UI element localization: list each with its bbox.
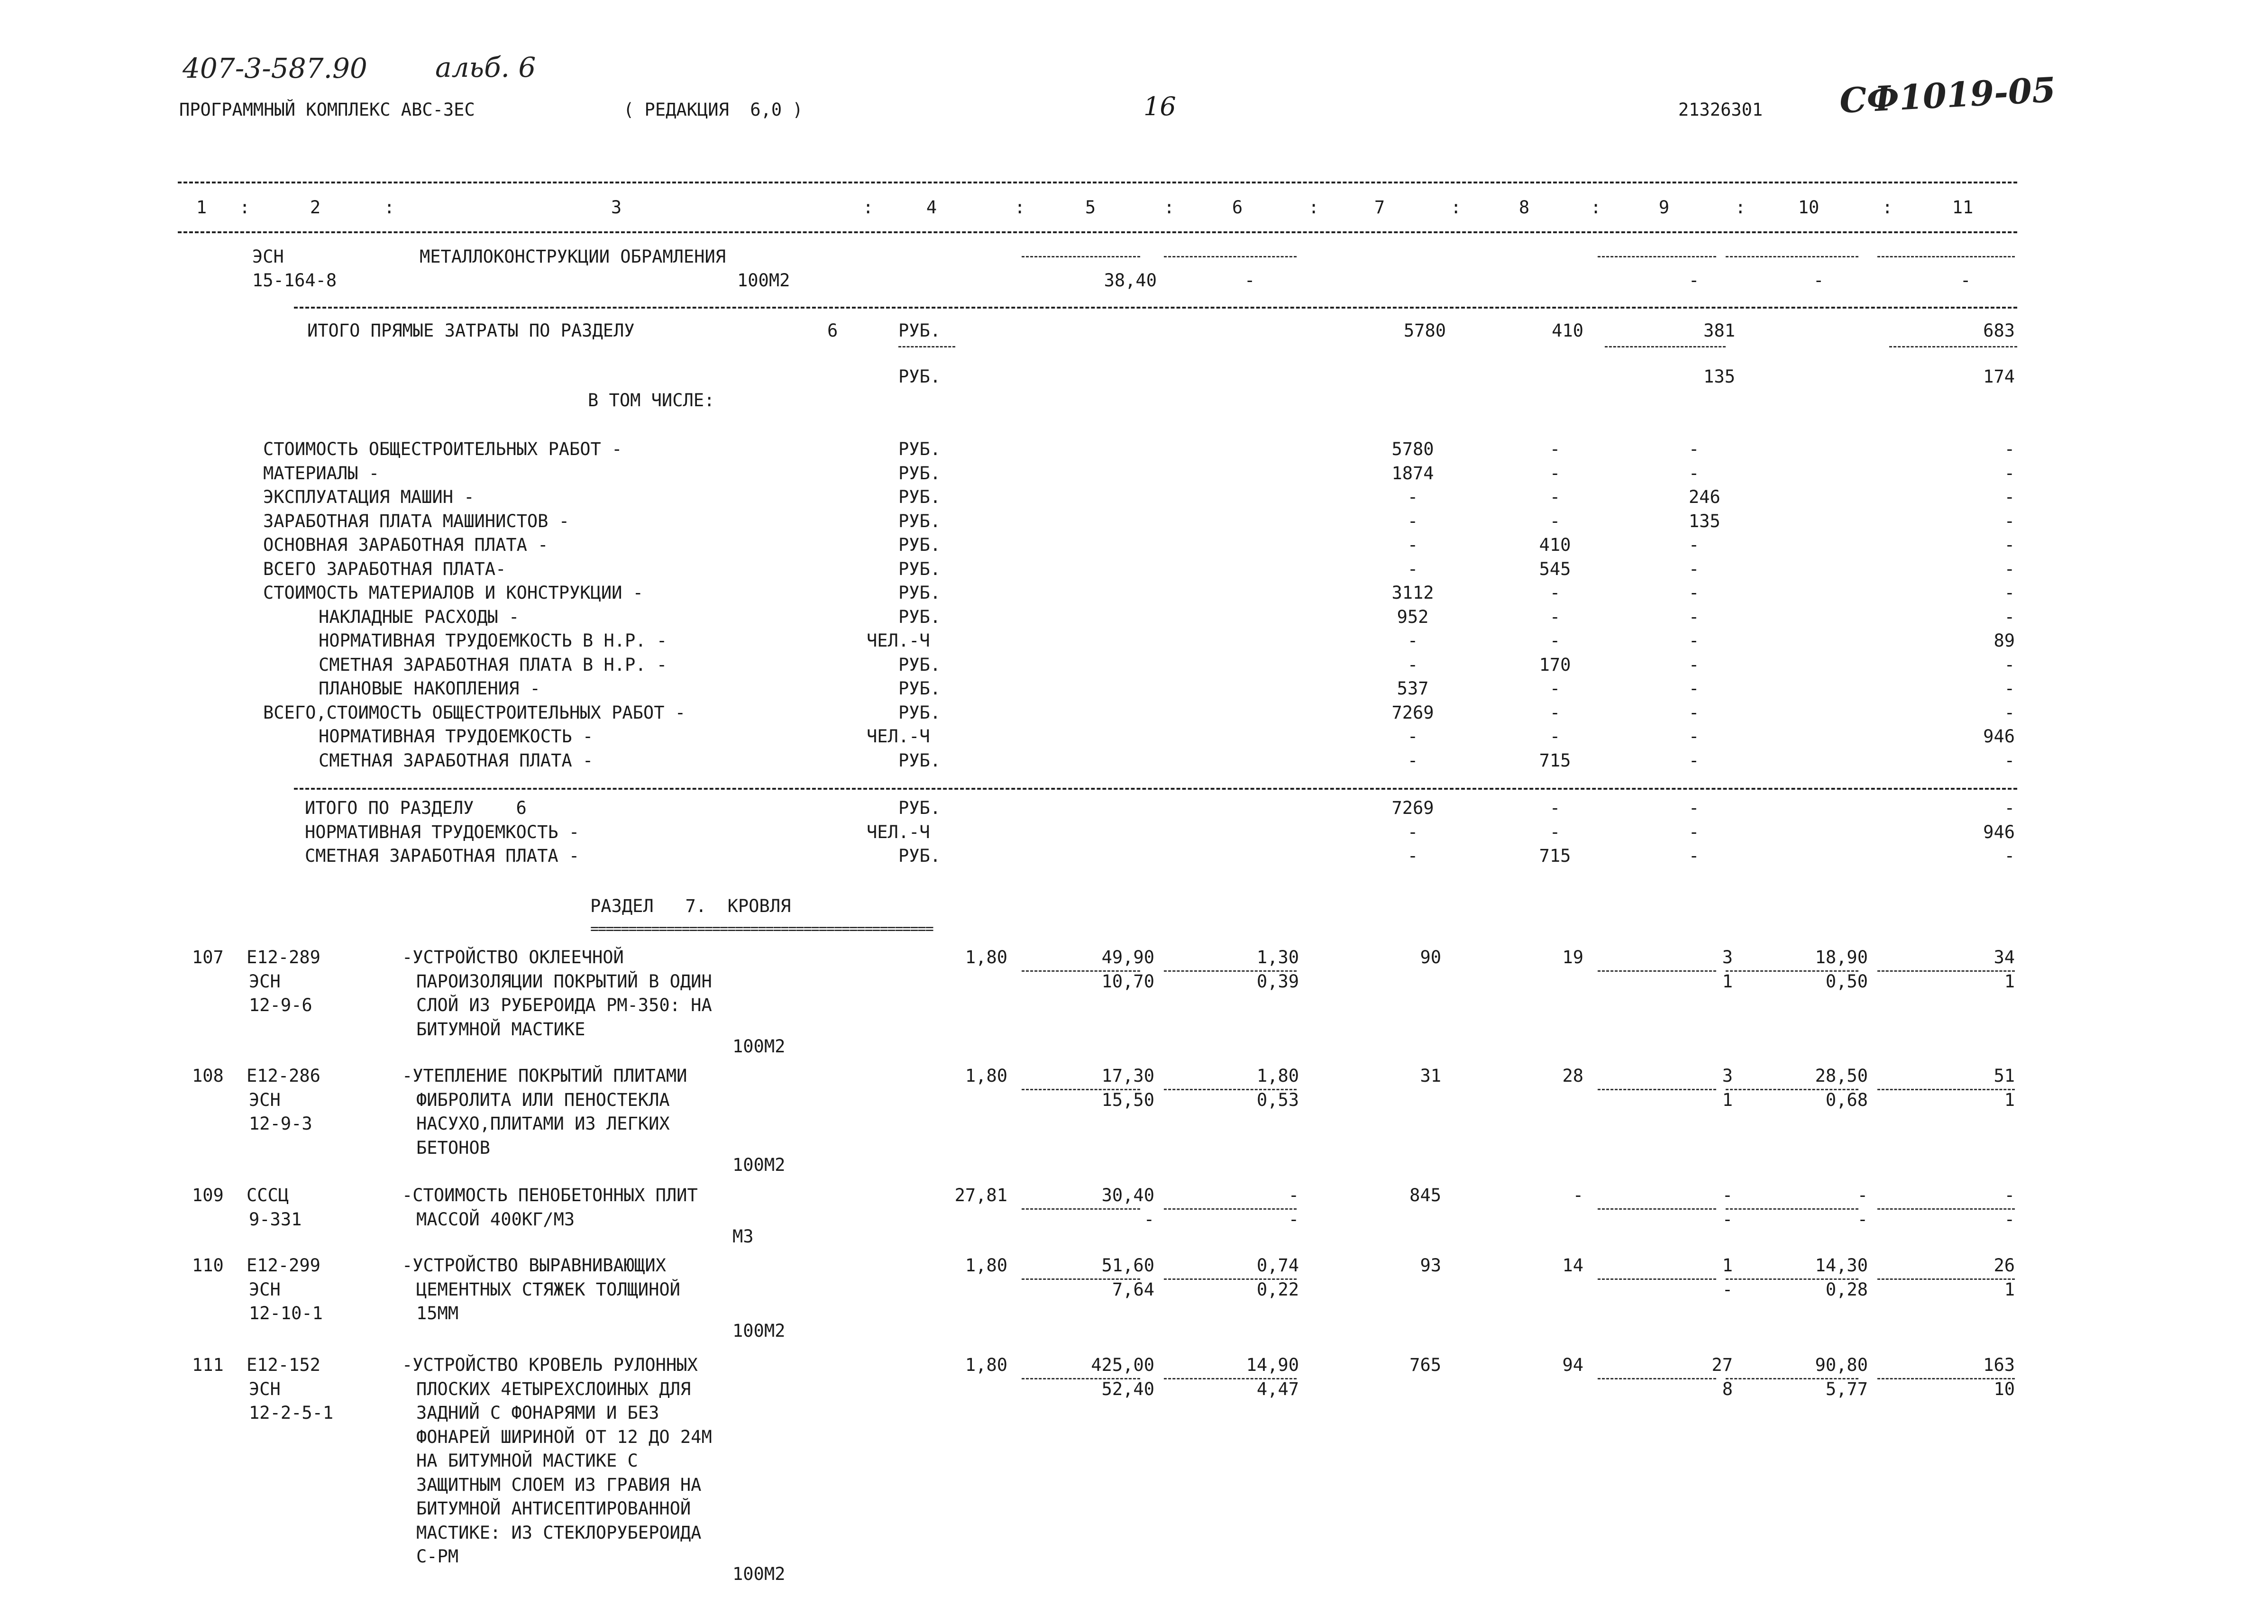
column-separator: : (1735, 197, 1746, 218)
breakdown-c8: - (1549, 678, 1561, 699)
item-c6: 1,30 (1256, 947, 1299, 967)
item-c11: 34 (1994, 947, 2015, 967)
breakdown-unit: РУБ. (898, 750, 941, 771)
summary-c7: 7269 (1391, 798, 1434, 818)
summary-c7: - (1407, 821, 1418, 842)
item-unit: 100М2 (732, 1155, 786, 1175)
item-c9: 27 (1711, 1355, 1733, 1375)
rule-header-bottom (178, 231, 2017, 233)
column-header-cell: 11 (1952, 197, 1974, 218)
breakdown-c7: 3112 (1391, 583, 1434, 603)
item-c5: 30,40 (1101, 1185, 1154, 1205)
item-subcode: ЭСН (249, 1089, 281, 1110)
summary-c9: - (1689, 846, 1700, 866)
item-code: Е12-289 (247, 947, 320, 967)
item-c11: 163 (1983, 1355, 2015, 1375)
column-separator: : (384, 197, 395, 218)
breakdown-label: ЭКСПЛУАТАЦИЯ МАШИН - (263, 487, 475, 507)
item-subcode: 12-9-6 (249, 995, 312, 1015)
edition: ( РЕДАКЦИЯ 6,0 ) (623, 100, 803, 120)
breakdown-c11: - (2004, 583, 2015, 603)
breakdown-c11: 89 (1994, 630, 2015, 651)
column-header-cell: 9 (1658, 197, 1670, 218)
breakdown-label: ВСЕГО,СТОИМОСТЬ ОБЩЕСТРОИТЕЛЬНЫХ РАБОТ - (263, 702, 686, 723)
breakdown-c8: - (1549, 511, 1561, 531)
breakdown-c9: - (1689, 726, 1700, 747)
item-c9b: - (1722, 1209, 1733, 1230)
breakdown-unit: РУБ. (898, 511, 941, 531)
item-description: НАСУХО,ПЛИТАМИ ИЗ ЛЕГКИХ (416, 1113, 670, 1134)
summary-c7: - (1407, 846, 1418, 866)
item-c4: 1,80 (965, 947, 1007, 967)
item-c11: 26 (1994, 1255, 2015, 1276)
breakdown-c9: - (1689, 630, 1700, 651)
top-col10: - (1813, 270, 1824, 291)
item-code: Е12-152 (247, 1355, 320, 1375)
breakdown-c7: 952 (1397, 606, 1429, 627)
item-c7: 90 (1420, 947, 1441, 967)
breakdown-label: МАТЕРИАЛЫ - (263, 463, 380, 484)
item-c11b: 10 (1994, 1378, 2015, 1399)
summary-label: ИТОГО ПО РАЗДЕЛУ 6 (305, 798, 527, 818)
item-c10: 14,30 (1815, 1255, 1868, 1276)
column-header-cell: 1 (196, 197, 207, 218)
summary-unit: РУБ. (898, 846, 941, 866)
item-c5b: 10,70 (1101, 971, 1154, 992)
item-description: БИТУМНОЙ АНТИСЕПТИРОВАННОЙ (416, 1498, 691, 1519)
summary-unit: ЧЕЛ.-Ч (867, 821, 930, 842)
program-name: ПРОГРАММНЫЙ КОМПЛЕКС АВС-3ЕС (179, 100, 475, 120)
item-c7: 765 (1409, 1355, 1441, 1375)
section-total-num: 6 (827, 320, 838, 341)
item-c5b: 15,50 (1101, 1089, 1154, 1110)
breakdown-label: ВСЕГО ЗАРАБОТНАЯ ПЛАТА- (263, 558, 506, 579)
underline (1605, 346, 1726, 347)
item-c8: - (1573, 1185, 1583, 1205)
item-c11b: 1 (2004, 1279, 2015, 1300)
breakdown-c9: - (1689, 678, 1700, 699)
item-number: 109 (192, 1185, 224, 1205)
breakdown-unit: РУБ. (898, 487, 941, 507)
breakdown-unit: РУБ. (898, 463, 941, 484)
breakdown-c11: 946 (1983, 726, 2015, 747)
item-c6: 0,74 (1256, 1255, 1299, 1276)
item-c4: 1,80 (965, 1255, 1007, 1276)
item-description: ФИБРОЛИТА ИЛИ ПЕНОСТЕКЛА (416, 1089, 670, 1110)
summary-c11: 946 (1983, 821, 2015, 842)
item-code: СССЦ (247, 1185, 289, 1205)
column-separator: : (239, 197, 250, 218)
section7-rule: ============================================= (590, 924, 933, 934)
item-description: С-РМ (416, 1546, 459, 1567)
underline (1877, 256, 2015, 257)
column-header-cell: 8 (1518, 197, 1530, 218)
item-c9: 1 (1722, 1255, 1733, 1276)
breakdown-c7: - (1407, 630, 1418, 651)
item-c10b: 0,28 (1825, 1279, 1868, 1300)
page-number: 16 (1143, 91, 1176, 121)
breakdown-label: СМЕТНАЯ ЗАРАБОТНАЯ ПЛАТА В Н.Р. - (319, 654, 668, 675)
item-c11b: 1 (2004, 971, 2015, 992)
item-subcode: ЭСН (249, 1378, 281, 1399)
breakdown-label: НАКЛАДНЫЕ РАСХОДЫ - (319, 606, 520, 627)
doc-number: 21326301 (1678, 100, 1763, 120)
summary-label: СМЕТНАЯ ЗАРАБОТНАЯ ПЛАТА - (305, 846, 580, 866)
breakdown-c11: - (2004, 558, 2015, 579)
item-c6b: - (1288, 1209, 1299, 1230)
item-c10b: 5,77 (1825, 1378, 1868, 1399)
top-code2: 15-164-8 (252, 270, 337, 291)
item-c7: 845 (1409, 1185, 1441, 1205)
breakdown-c7: - (1407, 487, 1418, 507)
breakdown-c11: - (2004, 463, 2015, 484)
breakdown-label: НОРМАТИВНАЯ ТРУДОЕМКОСТЬ - (319, 726, 594, 747)
breakdown-c11: - (2004, 750, 2015, 771)
breakdown-c11: - (2004, 678, 2015, 699)
breakdown-c11: - (2004, 702, 2015, 723)
rule-top-block (294, 307, 2017, 309)
item-description: НА БИТУМНОЙ МАСТИКЕ С (416, 1451, 638, 1471)
column-header-cell: 7 (1374, 197, 1385, 218)
top-name: МЕТАЛЛОКОНСТРУКЦИИ ОБРАМЛЕНИЯ (420, 246, 726, 267)
breakdown-c7: - (1407, 750, 1418, 771)
item-subcode: ЭСН (249, 971, 281, 992)
breakdown-unit: РУБ. (898, 558, 941, 579)
breakdown-label: ОСНОВНАЯ ЗАРАБОТНАЯ ПЛАТА - (263, 535, 549, 555)
breakdown-unit: РУБ. (898, 535, 941, 555)
breakdown-label: СМЕТНАЯ ЗАРАБОТНАЯ ПЛАТА - (319, 750, 594, 771)
breakdown-c9: - (1689, 654, 1700, 675)
item-description: БЕТОНОВ (416, 1137, 490, 1158)
item-unit: 100М2 (732, 1036, 786, 1057)
breakdown-c9: 246 (1689, 487, 1720, 507)
item-c6b: 0,53 (1256, 1089, 1299, 1110)
breakdown-c7: - (1407, 511, 1418, 531)
column-header-cell: 4 (926, 197, 937, 218)
breakdown-c8: - (1549, 583, 1561, 603)
item-c10b: - (1857, 1209, 1868, 1230)
item-unit: М3 (732, 1226, 754, 1247)
summary-label: НОРМАТИВНАЯ ТРУДОЕМКОСТЬ - (305, 821, 580, 842)
item-c9: 3 (1722, 947, 1733, 967)
item-c6b: 4,47 (1256, 1378, 1299, 1399)
breakdown-c11: - (2004, 511, 2015, 531)
item-c5: 49,90 (1101, 947, 1154, 967)
breakdown-c9: - (1689, 535, 1700, 555)
summary-c8: - (1549, 798, 1561, 818)
breakdown-c8: - (1549, 439, 1561, 459)
breakdown-c9: - (1689, 463, 1700, 484)
item-unit: 100М2 (732, 1320, 786, 1341)
item-c8: 94 (1562, 1355, 1583, 1375)
breakdown-c9: - (1689, 606, 1700, 627)
item-c4: 1,80 (965, 1355, 1007, 1375)
breakdown-label: ЗАРАБОТНАЯ ПЛАТА МАШИНИСТОВ - (263, 511, 570, 531)
breakdown-unit: РУБ. (898, 654, 941, 675)
breakdown-c8: - (1549, 630, 1561, 651)
summary-c8: - (1549, 821, 1561, 842)
breakdown-c8: - (1549, 606, 1561, 627)
section-total-c8: 410 (1552, 320, 1583, 341)
breakdown-label: СТОИМОСТЬ МАТЕРИАЛОВ И КОНСТРУКЦИИ - (263, 583, 643, 603)
item-c10b: 0,50 (1825, 971, 1868, 992)
underline (1726, 256, 1858, 257)
item-subcode: 12-2-5-1 (249, 1403, 334, 1423)
section-total-c9b: 135 (1703, 366, 1735, 387)
item-c9b: - (1722, 1279, 1733, 1300)
item-c8: 28 (1562, 1066, 1583, 1086)
breakdown-label: НОРМАТИВНАЯ ТРУДОЕМКОСТЬ В Н.Р. - (319, 630, 668, 651)
column-separator: : (1164, 197, 1175, 218)
breakdown-c11: - (2004, 606, 2015, 627)
item-c11b: 1 (2004, 1089, 2015, 1110)
breakdown-c8: 410 (1539, 535, 1571, 555)
column-separator: : (1015, 197, 1025, 218)
section-total-label: ИТОГО ПРЯМЫЕ ЗАТРАТЫ ПО РАЗДЕЛУ (307, 320, 635, 341)
breakdown-c7: 7269 (1391, 702, 1434, 723)
item-description: -СТОИМОСТЬ ПЕНОБЕТОННЫХ ПЛИТ (402, 1185, 698, 1205)
item-c10: 90,80 (1815, 1355, 1868, 1375)
item-c5: 425,00 (1091, 1355, 1154, 1375)
item-c9: - (1722, 1185, 1733, 1205)
item-c8: 19 (1562, 947, 1583, 967)
rule-breakdown-bottom (294, 788, 2017, 790)
item-description: СЛОЙ ИЗ РУБЕРОИДА РМ-350: НА (416, 995, 712, 1015)
item-c5b: - (1143, 1209, 1154, 1230)
item-c10: 28,50 (1815, 1066, 1868, 1086)
item-code: Е12-286 (247, 1066, 320, 1086)
item-description: ПЛОСКИХ 4ЕТЫРЕХСЛОИНЫХ ДЛЯ (416, 1378, 691, 1399)
underline (898, 346, 955, 347)
breakdown-unit: РУБ. (898, 702, 941, 723)
breakdown-c8: 545 (1539, 558, 1571, 579)
breakdown-label: ПЛАНОВЫЕ НАКОПЛЕНИЯ - (319, 678, 540, 699)
item-code: Е12-299 (247, 1255, 320, 1276)
breakdown-c7: 537 (1397, 678, 1429, 699)
handwritten-album-ref: 407-3-587.90 (183, 52, 367, 84)
summary-c11: - (2004, 798, 2015, 818)
breakdown-c8: - (1549, 463, 1561, 484)
summary-c8: 715 (1539, 846, 1571, 866)
column-separator: : (1308, 197, 1319, 218)
section-total-unit2: РУБ. (898, 366, 941, 387)
item-unit: 100М2 (732, 1563, 786, 1584)
item-c11b: - (2004, 1209, 2015, 1230)
column-separator: : (1591, 197, 1601, 218)
item-c5: 51,60 (1101, 1255, 1154, 1276)
item-description: -УТЕПЛЕНИЕ ПОКРЫТИЙ ПЛИТАМИ (402, 1066, 687, 1086)
breakdown-unit: РУБ. (898, 583, 941, 603)
handwritten-album-label: альб. 6 (435, 51, 536, 83)
breakdown-c9: - (1689, 558, 1700, 579)
breakdown-c8: 170 (1539, 654, 1571, 675)
item-c5: 17,30 (1101, 1066, 1154, 1086)
breakdown-c7: - (1407, 726, 1418, 747)
item-subcode: 9-331 (249, 1209, 302, 1230)
item-description: -УСТРОЙСТВО КРОВЕЛЬ РУЛОННЫХ (402, 1355, 698, 1375)
breakdown-c9: - (1689, 439, 1700, 459)
top-col11: - (1960, 270, 1971, 291)
breakdown-c8: - (1549, 702, 1561, 723)
breakdown-c7: - (1407, 558, 1418, 579)
summary-unit: РУБ. (898, 798, 941, 818)
breakdown-c7: 1874 (1391, 463, 1434, 484)
item-c6: 1,80 (1256, 1066, 1299, 1086)
section-total-c9: 381 (1703, 320, 1735, 341)
top-col9: - (1689, 270, 1700, 291)
item-c9b: 1 (1722, 1089, 1733, 1110)
item-c10: - (1857, 1185, 1868, 1205)
item-c10b: 0,68 (1825, 1089, 1868, 1110)
item-subcode: 12-9-3 (249, 1113, 312, 1134)
item-description: ЗАЩИТНЫМ СЛОЕМ ИЗ ГРАВИЯ НА (416, 1474, 702, 1495)
item-c9b: 8 (1722, 1378, 1733, 1399)
underline (1022, 256, 1140, 257)
breakdown-c11: - (2004, 439, 2015, 459)
item-c11: 51 (1994, 1066, 2015, 1086)
section-total-unit: РУБ. (898, 320, 941, 341)
breakdown-c11: - (2004, 487, 2015, 507)
item-c5b: 7,64 (1112, 1279, 1154, 1300)
underline (1164, 256, 1297, 257)
section-total-c11b: 174 (1983, 366, 2015, 387)
breakdown-c11: - (2004, 535, 2015, 555)
column-header-cell: 10 (1798, 197, 1820, 218)
breakdown-c8: - (1549, 487, 1561, 507)
breakdown-c7: 5780 (1391, 439, 1434, 459)
item-subcode: 12-10-1 (249, 1303, 323, 1323)
breakdown-unit: ЧЕЛ.-Ч (867, 726, 930, 747)
breakdown-unit: ЧЕЛ.-Ч (867, 630, 930, 651)
item-c9: 3 (1722, 1066, 1733, 1086)
item-number: 110 (192, 1255, 224, 1276)
summary-c11: - (2004, 846, 2015, 866)
breakdown-unit: РУБ. (898, 678, 941, 699)
rule-top (178, 182, 2017, 183)
column-separator: : (863, 197, 874, 218)
item-c6: 14,90 (1246, 1355, 1299, 1375)
top-col5: 38,40 (1104, 270, 1157, 291)
item-c4: 27,81 (954, 1185, 1007, 1205)
section-total-c11: 683 (1983, 320, 2015, 341)
breakdown-c9: - (1689, 750, 1700, 771)
column-header-cell: 3 (611, 197, 622, 218)
breakdown-c9: - (1689, 702, 1700, 723)
item-c7: 31 (1420, 1066, 1441, 1086)
item-description: МАССОЙ 400КГ/М3 (416, 1209, 575, 1230)
breakdown-label: СТОИМОСТЬ ОБЩЕСТРОИТЕЛЬНЫХ РАБОТ - (263, 439, 622, 459)
item-c7: 93 (1420, 1255, 1441, 1276)
handwritten-code: СФ1019-05 (1838, 69, 2057, 121)
item-c11: - (2004, 1185, 2015, 1205)
column-header-cell: 6 (1232, 197, 1243, 218)
breakdown-c7: - (1407, 535, 1418, 555)
section7-title: РАЗДЕЛ 7. КРОВЛЯ (590, 896, 791, 916)
item-c8: 14 (1562, 1255, 1583, 1276)
breakdown-c9: 135 (1689, 511, 1720, 531)
item-c6: - (1288, 1185, 1299, 1205)
item-c5b: 52,40 (1101, 1378, 1154, 1399)
underline (1889, 346, 2017, 347)
item-description: ЗАДНИЙ С ФОНАРЯМИ И БЕЗ (416, 1403, 659, 1423)
breakdown-c11: - (2004, 654, 2015, 675)
item-c6b: 0,39 (1256, 971, 1299, 992)
top-unit: 100М2 (737, 270, 790, 291)
item-description: 15ММ (416, 1303, 459, 1323)
including-label: В ТОМ ЧИСЛЕ: (588, 390, 715, 411)
item-description: ЦЕМЕНТНЫХ СТЯЖЕК ТОЛЩИНОЙ (416, 1279, 680, 1300)
section-total-c7: 5780 (1403, 320, 1446, 341)
item-description: БИТУМНОЙ МАСТИКЕ (416, 1019, 585, 1040)
summary-c9: - (1689, 821, 1700, 842)
top-code1: ЭСН (252, 246, 284, 267)
breakdown-c9: - (1689, 583, 1700, 603)
column-header-cell: 2 (310, 197, 321, 218)
item-description: -УСТРОЙСТВО ВЫРАВНИВАЮЩИХ (402, 1255, 666, 1276)
breakdown-c7: - (1407, 654, 1418, 675)
item-number: 111 (192, 1355, 224, 1375)
item-description: -УСТРОЙСТВО ОКЛЕЕЧНОЙ (402, 947, 624, 967)
item-number: 107 (192, 947, 224, 967)
breakdown-c8: 715 (1539, 750, 1571, 771)
item-description: МАСТИКЕ: ИЗ СТЕКЛОРУБЕРОИДА (416, 1522, 702, 1543)
column-separator: : (1451, 197, 1462, 218)
breakdown-unit: РУБ. (898, 439, 941, 459)
item-c10: 18,90 (1815, 947, 1868, 967)
breakdown-c8: - (1549, 726, 1561, 747)
item-c9b: 1 (1722, 971, 1733, 992)
breakdown-unit: РУБ. (898, 606, 941, 627)
column-header-cell: 5 (1085, 197, 1096, 218)
item-c4: 1,80 (965, 1066, 1007, 1086)
item-number: 108 (192, 1066, 224, 1086)
item-c6b: 0,22 (1256, 1279, 1299, 1300)
item-subcode: ЭСН (249, 1279, 281, 1300)
summary-c9: - (1689, 798, 1700, 818)
item-description: ПАРОИЗОЛЯЦИИ ПОКРЫТИЙ В ОДИН (416, 971, 712, 992)
underline (1598, 256, 1716, 257)
column-separator: : (1882, 197, 1893, 218)
top-col6: - (1244, 270, 1255, 291)
item-description: ФОНАРЕЙ ШИРИНОЙ ОТ 12 ДО 24М (416, 1426, 712, 1447)
